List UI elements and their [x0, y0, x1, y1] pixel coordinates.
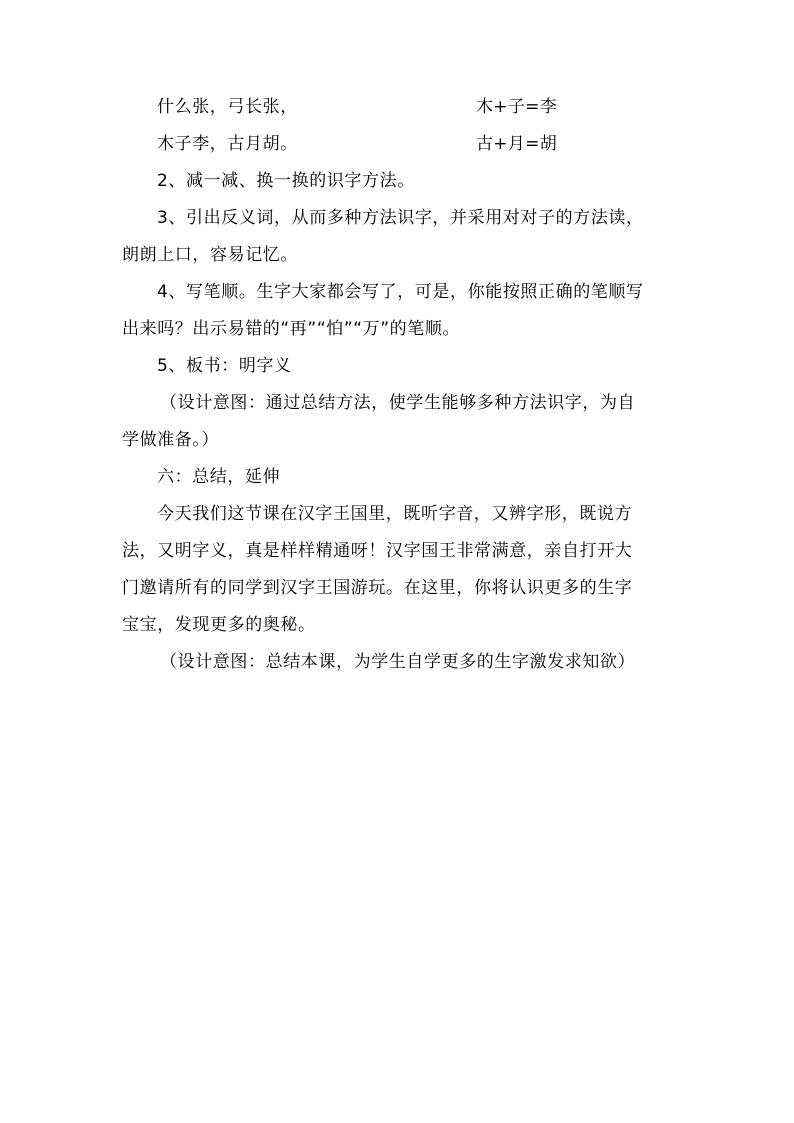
summary-line-1: 今天我们这节课在汉字王国里，既听字音，又辨字形，既说方 — [157, 504, 633, 524]
summary-line-3: 门邀请所有的同学到汉字王国游玩。在这里，你将认识更多的生字 — [122, 578, 633, 598]
rhyme-line-1: 什么张，弓长张， — [157, 97, 298, 117]
rhyme-line-2: 木子李，古月胡。 — [157, 134, 298, 154]
section-6-heading: 六：总结，延伸 — [157, 467, 281, 487]
design-intent-1-line-1: （设计意图：通过总结方法，使学生能够多种方法识字，为自 — [160, 393, 636, 413]
design-intent-2: （设计意图：总结本课，为学生自学更多的生字激发求知欲） — [160, 652, 636, 672]
summary-line-2: 法，又明字义，真是样样精通呀！汉字国王非常满意，亲自打开大 — [122, 541, 633, 561]
rhyme-formula-1: 木+子=李 — [476, 97, 557, 117]
rhyme-formula-2: 古+月=胡 — [476, 134, 557, 154]
paragraph-4-line-1: 4、写笔顺。生字大家都会写了，可是，你能按照正确的笔顺写 — [157, 282, 644, 302]
design-intent-1-line-2: 学做准备。） — [122, 430, 220, 450]
paragraph-3-line-1: 3、引出反义词，从而多种方法识字，并采用对对子的方法读， — [157, 208, 644, 228]
paragraph-3-line-2: 朗朗上口，容易记忆。 — [122, 245, 298, 265]
paragraph-2: 2、减一减、换一换的识字方法。 — [157, 171, 415, 191]
paragraph-5: 5、板书：明字义 — [157, 356, 292, 376]
summary-line-4: 宝宝，发现更多的奥秘。 — [122, 615, 316, 635]
paragraph-4-line-2: 出来吗？出示易错的“再”“怕”“万”的笔顺。 — [122, 319, 461, 339]
